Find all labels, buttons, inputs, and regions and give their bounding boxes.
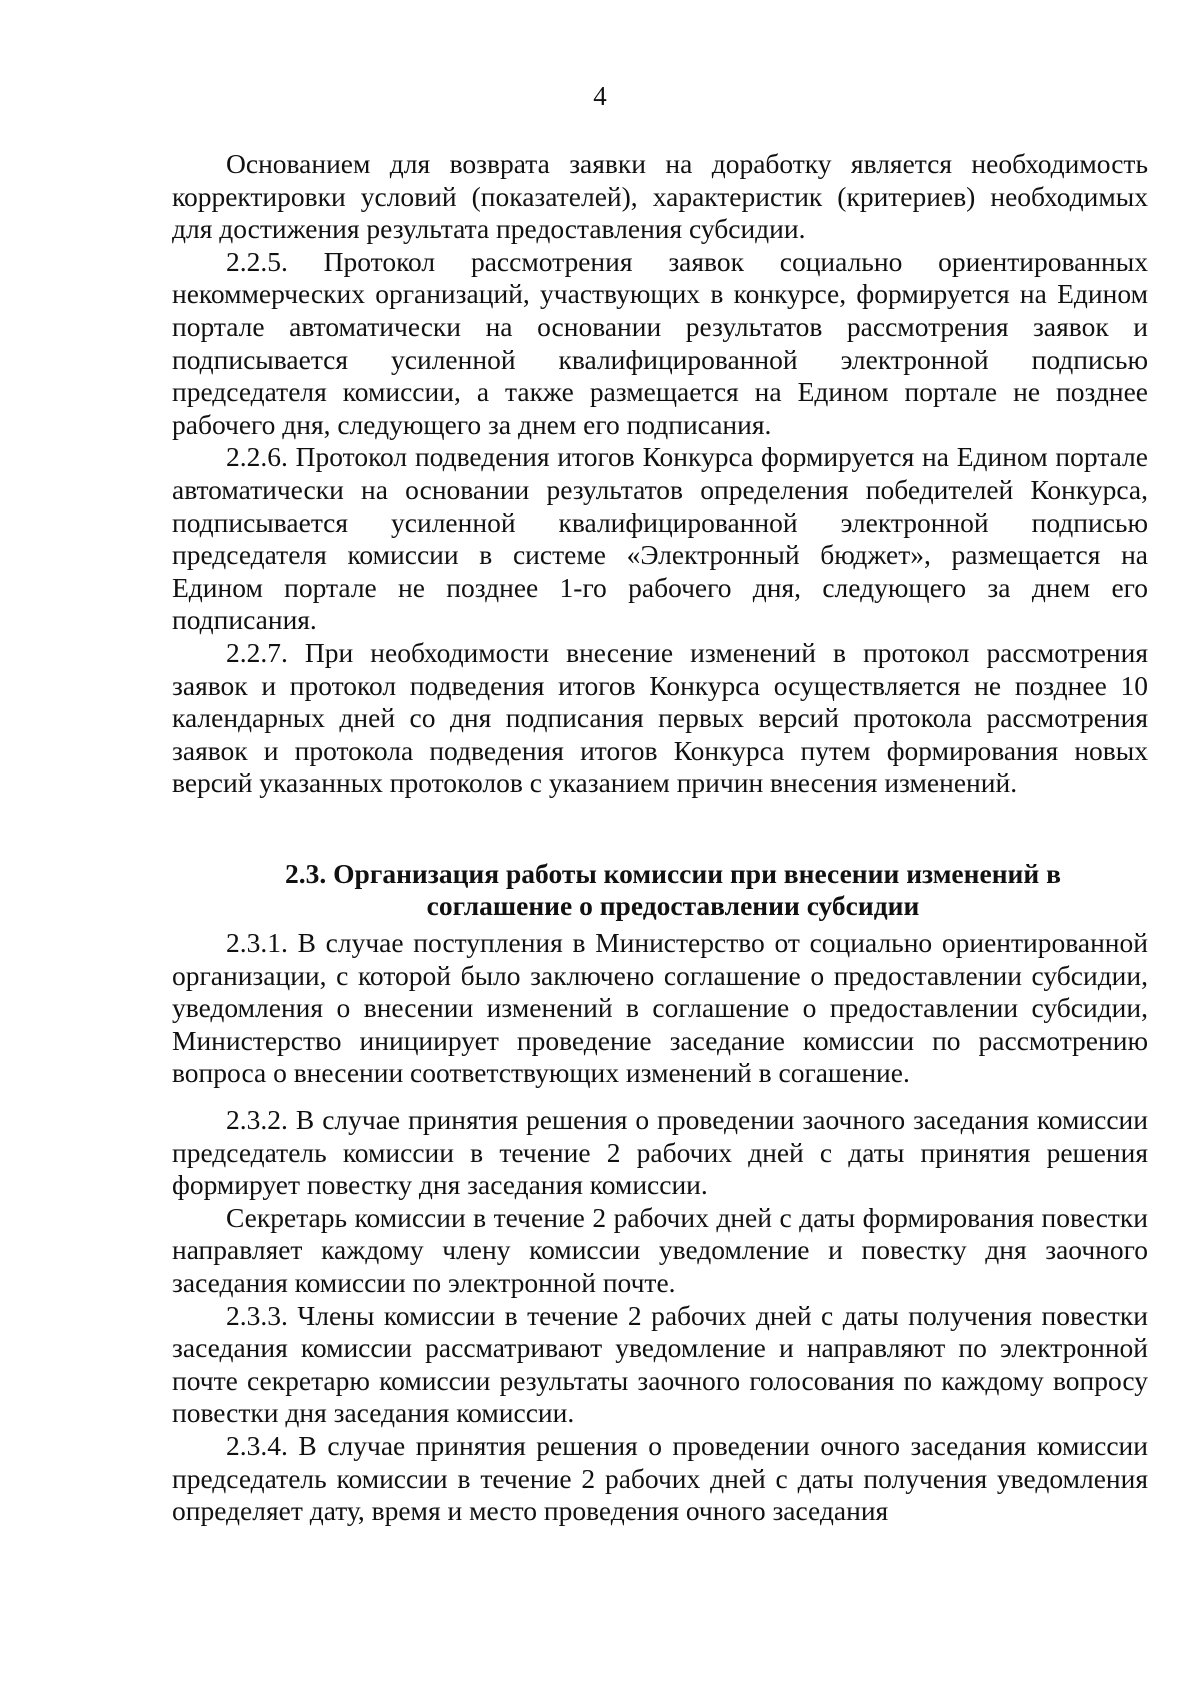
- paragraph-2-3-3: 2.3.3. Члены комиссии в течение 2 рабочих дней с даты получения повестки заседания комиссии рассматривают уведомление и направляют по электронной почте секретарю комиссии результаты заочного голосования по каждому вопросу повестки дня заседания комиссии.: [172, 1299, 1148, 1429]
- document-body: [172, 148, 1148, 1528]
- section-heading-line-2: соглашение о предоставлении субсидии: [426, 890, 920, 922]
- paragraph-2-2-7: 2.2.7. При необходимости внесение изменений в протокол рассмотрения заявок и протокол подведения итогов Конкурса осуществляется не позднее 10 календарных дней со дня подписания первых версий протокола рассмотрения заявок и протокола подведения итогов Конкурса путем формирования новых версий указанных протоколов с указанием причин внесения изменений.: [172, 636, 1148, 799]
- paragraph-2-2-6: 2.2.6. Протокол подведения итогов Конкурса формируется на Едином портале автоматически на основании результатов определения победителей Конкурса, подписывается усиленной квалифицированной электронной подписью председателя комиссии в системе «Электронный бюджет», размещается на Едином портале не позднее 1-го рабочего дня, следующего за днем его подписания.: [172, 441, 1148, 636]
- paragraph-2-3-1: 2.3.1. В случае поступления в Министерство от социально ориентированной организации, с которой было заключено соглашение о предоставлении субсидии, уведомления о внесении изменений в соглашение о предоставлении субсидии, Министерство инициирует проведение заседание комиссии по рассмотрению вопроса о внесении соответствующих изменений в согашение.: [172, 927, 1148, 1089]
- section-heading-line-1: 2.3. Организация работы комиссии при внесении изменений в: [285, 857, 1061, 889]
- paragraph-2-2-5: 2.2.5. Протокол рассмотрения заявок социально ориентированных некоммерческих организаций, участвующих в конкурсе, формируется на Едином портале автоматически на основании результатов рассмотрения заявок и подписывается усиленной квалифицированной электронной подписью председателя комиссии, а также размещается на Едином портале не позднее рабочего дня, следующего за днем его подписания.: [172, 245, 1148, 440]
- paragraph-2-3-4: 2.3.4. В случае принятия решения о проведении очного заседания комиссии председатель комиссии в течение 2 рабочих дней с даты получения уведомления определяет дату, время и место проведения очного заседания: [172, 1429, 1148, 1527]
- paragraph-secretary: Секретарь комиссии в течение 2 рабочих дней с даты формирования повестки направляет каждому члену комиссии уведомление и повестку дня заочного заседания комиссии по электронной почте.: [172, 1201, 1148, 1298]
- page-number: 4: [593, 81, 607, 111]
- section-heading-2-3: [172, 858, 1148, 923]
- paragraph-return-basis: Основанием для возврата заявки на доработку является необходимость корректировки условий (показателей), характеристик (критериев) необходимых для достижения результата предоставления субсидии.: [172, 148, 1148, 245]
- paragraph-2-3-2: 2.3.2. В случае принятия решения о проведении заочного заседания комиссии председатель комиссии в течение 2 рабочих дней с даты принятия решения формирует повестку дня заседания комиссии.: [172, 1104, 1148, 1201]
